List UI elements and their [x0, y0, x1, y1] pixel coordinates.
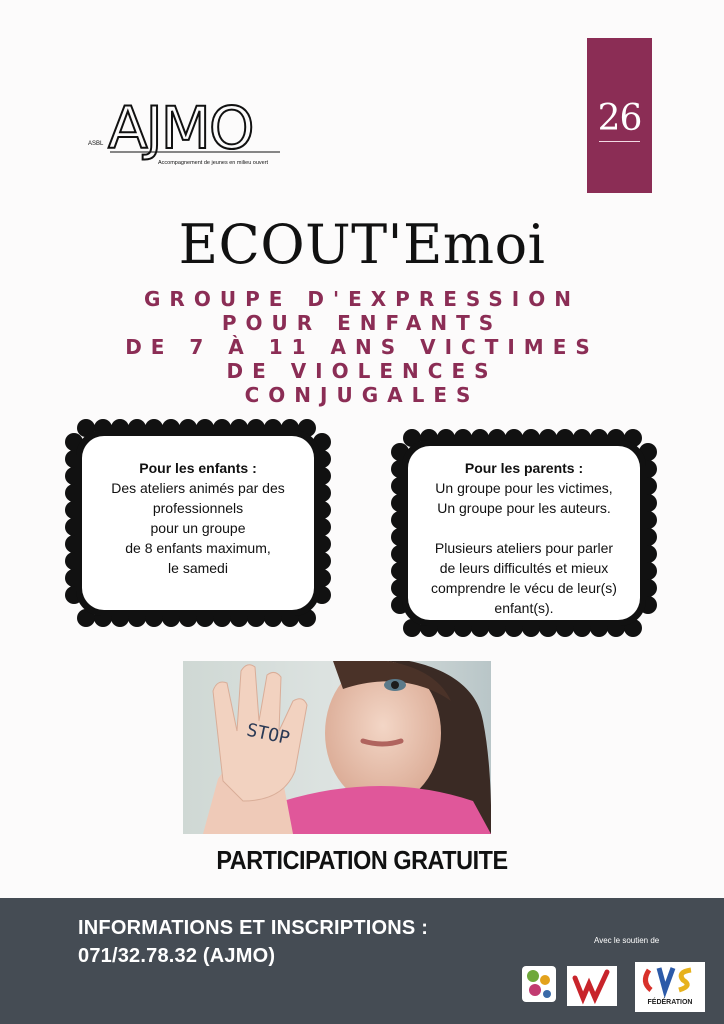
sponsor-logo-2	[567, 966, 617, 1006]
parents-info-box	[388, 424, 660, 642]
federation-logo	[635, 962, 705, 1012]
phone-number: 071/32.78.32 (AJMO)	[78, 945, 276, 967]
number-badge	[587, 38, 652, 193]
parents-line: comprendre le vécu de leur(s) enfant(s).	[431, 580, 617, 616]
children-heading: Pour les enfants :	[139, 460, 257, 476]
subtitle-line: DE 7 À 11 ANS VICTIMES	[125, 335, 599, 359]
parents-line	[408, 518, 640, 538]
subtitle-line: POUR ENFANTS	[221, 311, 503, 335]
subtitle-line: DE VIOLENCES	[226, 359, 498, 383]
subtitle-line: GROUPE D'EXPRESSION	[144, 287, 580, 311]
badge-number: 26	[597, 98, 642, 139]
logo-name: AJMO	[108, 94, 253, 162]
parents-line: Un groupe pour les auteurs.	[437, 500, 611, 516]
photo-hand-text: STOP	[244, 719, 292, 750]
support-label: Avec le soutien de	[594, 936, 660, 945]
ajmo-logo	[80, 78, 285, 178]
children-line: le samedi	[168, 560, 228, 576]
footer	[0, 898, 724, 1024]
logo-tagline: Accompagnement de jeunes en milieu ouvert	[158, 160, 269, 166]
subtitle-line: CONJUGALES	[244, 383, 480, 407]
contact-info	[78, 914, 428, 970]
children-line: Des ateliers animés par des	[111, 480, 285, 496]
children-line: de 8 enfants maximum,	[125, 540, 271, 556]
parents-line: Plusieurs ateliers pour parler	[434, 540, 614, 556]
sponsor-logo-1	[522, 966, 556, 1002]
children-line: pour un groupe	[150, 520, 246, 536]
children-line: professionnels	[152, 500, 244, 516]
page-title: ECOUT'Emoi	[178, 213, 546, 276]
federation-label: FÉDÉRATION	[647, 999, 693, 1006]
child-stop-photo	[183, 661, 491, 834]
children-info-box	[62, 414, 334, 632]
parents-line: de leurs difficultés et mieux	[439, 560, 609, 576]
logo-asbl: ASBL	[88, 141, 104, 147]
parents-line: Un groupe pour les victimes,	[435, 480, 613, 496]
sponsor-logos	[517, 956, 717, 1016]
info-label: INFORMATIONS ET INSCRIPTIONS :	[78, 917, 429, 939]
parents-heading: Pour les parents :	[464, 460, 584, 476]
subtitle	[40, 287, 684, 407]
participation-label: PARTICIPATION GRATUITE	[216, 845, 508, 875]
